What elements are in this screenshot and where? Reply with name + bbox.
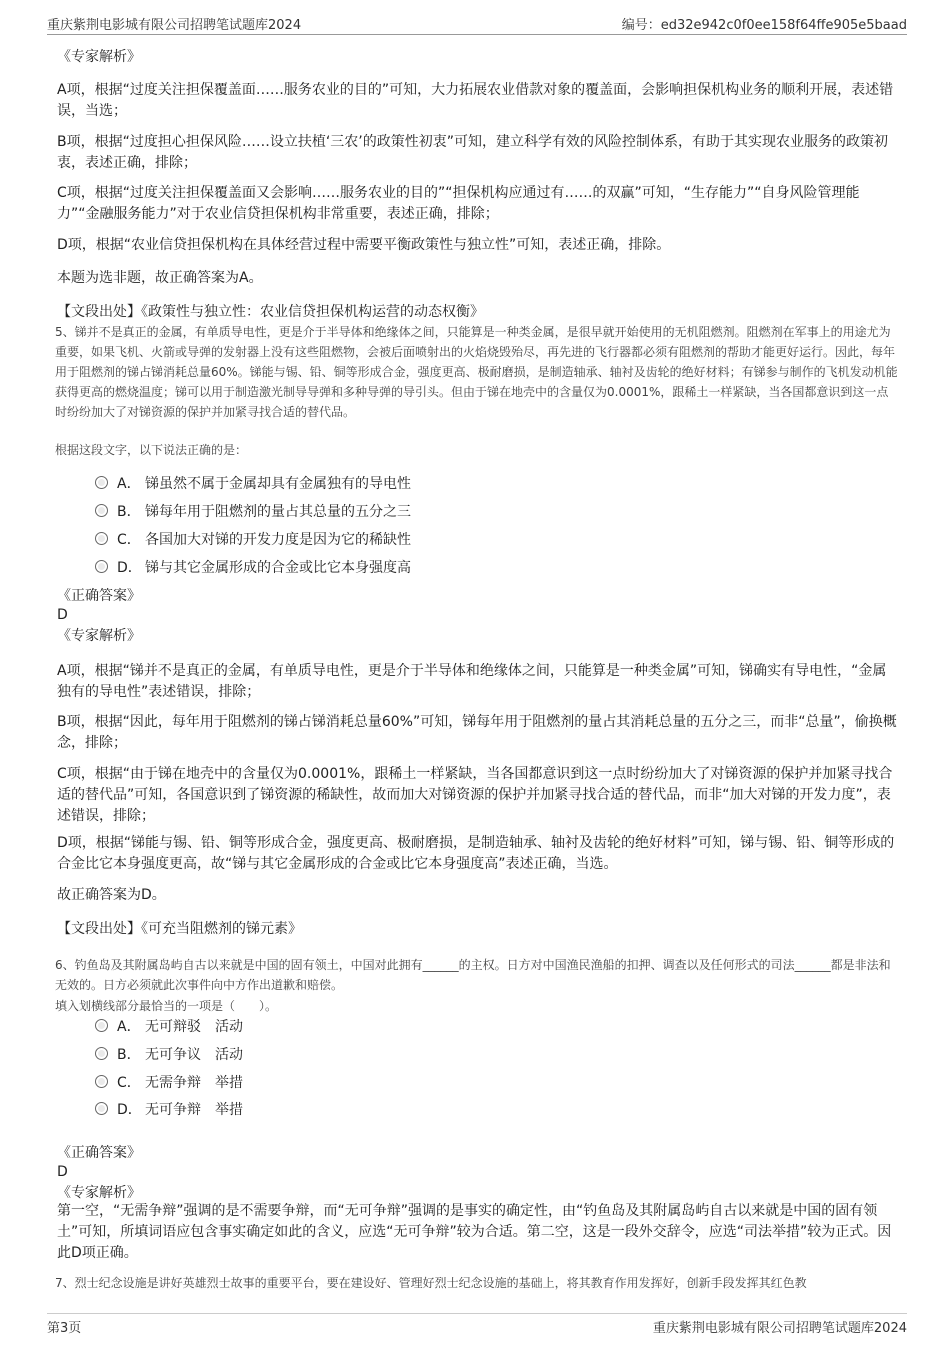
option-text: 各国加大对锑的开发力度是因为它的稀缺性: [145, 532, 411, 548]
option-text: 无可辩驳 活动: [145, 1019, 243, 1035]
header-title: 重庆紫荆电影城有限公司招聘笔试题库2024: [47, 18, 302, 33]
option-key: D．: [117, 1102, 142, 1118]
q6-option-d[interactable]: [95, 1100, 243, 1120]
q4-analysis-c: C项，根据“过度关注担保覆盖面又会影响……服务农业的目的”“担保机构应通过有……的双赢”可知，“生存能力”“自身风险管理能力”“金融服务能力”对于农业信贷担保机构非常重要，表述正确，排除；: [57, 185, 860, 222]
option-text: 无可争议 活动: [145, 1047, 243, 1063]
radio-icon[interactable]: [95, 1075, 108, 1088]
q4-analysis-label: 《专家解析》: [57, 49, 141, 65]
q6-analysis: 第一空，“无需争辩”强调的是不需要争辩，而“无可争辩”强调的是事实的确定性，由“钓鱼岛及其附属岛屿自古以来就是中国的固有领土”可知，所填词语应包含事实确定如此的含义，应选“无可争辩”较为合适。第二空，这是一段外交辞令，应选“司法举措”较为正式。因此D项正确。: [57, 1203, 892, 1261]
q5-analysis-label: 《专家解析》: [57, 628, 141, 644]
q5-source: 【文段出处】《可充当阻燃剂的锑元素》: [57, 921, 302, 937]
q5-option-c[interactable]: [95, 530, 411, 550]
q6-prompt: 填入划横线部分最恰当的一项是（ ）。: [55, 999, 278, 1013]
option-key: A．: [117, 1019, 141, 1035]
q6-option-b[interactable]: [95, 1045, 243, 1065]
page-number: 第3页: [47, 1321, 82, 1336]
footer-title: 重庆紫荆电影城有限公司招聘笔试题库2024: [652, 1321, 907, 1336]
option-key: A．: [117, 476, 141, 492]
q6-answer-label: 《正确答案》: [57, 1145, 141, 1161]
q4-analysis-b: B项，根据“过度担心担保风险……设立扶植‘三农’的政策性初衷”可知，建立科学有效的风险控制体系，有助于其实现农业服务的政策初衷，表述正确，排除；: [57, 134, 889, 171]
radio-icon[interactable]: [95, 1019, 108, 1032]
q7-stem: 7、烈士纪念设施是讲好英雄烈士故事的重要平台，要在建设好、管理好烈士纪念设施的基础上，将其教育作用发挥好，创新手段发挥其红色教: [55, 1276, 807, 1290]
radio-icon[interactable]: [95, 476, 108, 489]
page-header: [47, 14, 907, 35]
q4-analysis-a: A项，根据“过度关注担保覆盖面……服务农业的目的”可知，大力拓展农业借款对象的覆盖面，会影响担保机构业务的顺利开展，表述错误，当选；: [57, 82, 894, 119]
page-footer: [47, 1313, 907, 1337]
q5-answer-label: 《正确答案》: [57, 588, 141, 604]
option-text: 锑每年用于阻燃剂的量占其总量的五分之三: [145, 504, 411, 520]
q5-answer: D: [57, 607, 68, 623]
q5-analysis-a: A项，根据“锑并不是真正的金属，有单质导电性，更是介于半导体和绝缘体之间，只能算是一种类金属”可知，锑确实有导电性，“金属独有的导电性”表述错误，排除；: [57, 663, 887, 700]
option-key: B．: [117, 1047, 141, 1063]
q5-option-a[interactable]: [95, 474, 411, 494]
q6-stem: 6、钓鱼岛及其附属岛屿自古以来就是中国的固有领土，中国对此拥有______的主权。日方对中国渔民渔船的扣押、调查以及任何形式的司法______都是非法和无效的。日方必须就此次事件向中方作出道歉和赔偿。: [55, 958, 891, 992]
q5-option-d[interactable]: [95, 558, 411, 578]
q4-source: 【文段出处】《政策性与独立性：农业信贷担保机构运营的动态权衡》: [57, 304, 484, 320]
q4-conclusion: 本题为选非题，故正确答案为A。: [57, 270, 263, 286]
q5-prompt: 根据这段文字，以下说法正确的是：: [55, 443, 248, 457]
option-key: C．: [117, 532, 141, 548]
q6-answer: D: [57, 1164, 68, 1180]
q5-conclusion: 故正确答案为D。: [57, 887, 166, 903]
radio-icon[interactable]: [95, 560, 108, 573]
q6-option-c[interactable]: [95, 1073, 243, 1093]
option-key: C．: [117, 1075, 141, 1091]
q5-stem: 5、锑并不是真正的金属，有单质导电性，更是介于半导体和绝缘体之间，只能算是一种类金属，是很早就开始使用的无机阻燃剂。阻燃剂在军事上的用途尤为重要，如果飞机、火箭或导弹的发射器上没有这些阻燃物，会被后面喷射出的火焰烧毁殆尽，再先进的飞行器都必须有阻燃剂的帮助才能更好运行。因此，每年用于阻燃剂的锑占锑消耗总量60%。锑能与锡、铅、铜等形成合金，强度更高、极耐磨损，是制造轴承、轴衬及齿轮的绝好材料；有锑参与制作的飞机发动机能获得更高的燃烧温度；锑可以用于制造激光制导导弹和多种导弹的导引头。但由于锑在地壳中的含量仅为0.0001%，跟稀土一样紧缺，当各国都意识到这一点时纷纷加大了对锑资源的保护并加紧寻找合适的替代品。: [55, 325, 898, 419]
q6-option-a[interactable]: [95, 1017, 243, 1037]
radio-icon[interactable]: [95, 532, 108, 545]
option-key: D．: [117, 560, 142, 576]
radio-icon[interactable]: [95, 1047, 108, 1060]
option-text: 无可争辩 举措: [145, 1102, 243, 1118]
radio-icon[interactable]: [95, 504, 108, 517]
q5-analysis-d: D项，根据“锑能与锡、铅、铜等形成合金，强度更高、极耐磨损，是制造轴承、轴衬及齿轮的绝好材料”可知，锑与锡、铅、铜等形成的合金比它本身强度更高，故“锑与其它金属形成的合金或比它本身强度高”表述正确，当选。: [57, 835, 895, 872]
option-text: 锑与其它金属形成的合金或比它本身强度高: [145, 560, 411, 576]
q5-analysis-b: B项，根据“因此，每年用于阻燃剂的锑占锑消耗总量60%”可知，锑每年用于阻燃剂的量占其消耗总量的五分之三，而非“总量”，偷换概念，排除；: [57, 714, 897, 751]
q4-analysis-d: D项，根据“农业信贷担保机构在具体经营过程中需要平衡政策性与独立性”可知，表述正确，排除。: [57, 237, 671, 253]
q5-analysis-c: C项，根据“由于锑在地壳中的含量仅为0.0001%，跟稀土一样紧缺，当各国都意识到这一点时纷纷加大了对锑资源的保护并加紧寻找合适的替代品”可知，各国意识到了锑资源的稀缺性，故而加大对锑资源的保护并加紧寻找合适的替代品，而非“加大对锑的开发力度”，表述错误，排除；: [57, 766, 893, 824]
q6-analysis-label: 《专家解析》: [57, 1185, 141, 1201]
q5-option-b[interactable]: [95, 502, 411, 522]
header-doc-id: 编号：ed32e942c0f0ee158f64ffe905e5baad: [621, 18, 907, 33]
option-key: B．: [117, 504, 141, 520]
option-text: 无需争辩 举措: [145, 1075, 243, 1091]
radio-icon[interactable]: [95, 1102, 108, 1115]
option-text: 锑虽然不属于金属却具有金属独有的导电性: [145, 476, 411, 492]
